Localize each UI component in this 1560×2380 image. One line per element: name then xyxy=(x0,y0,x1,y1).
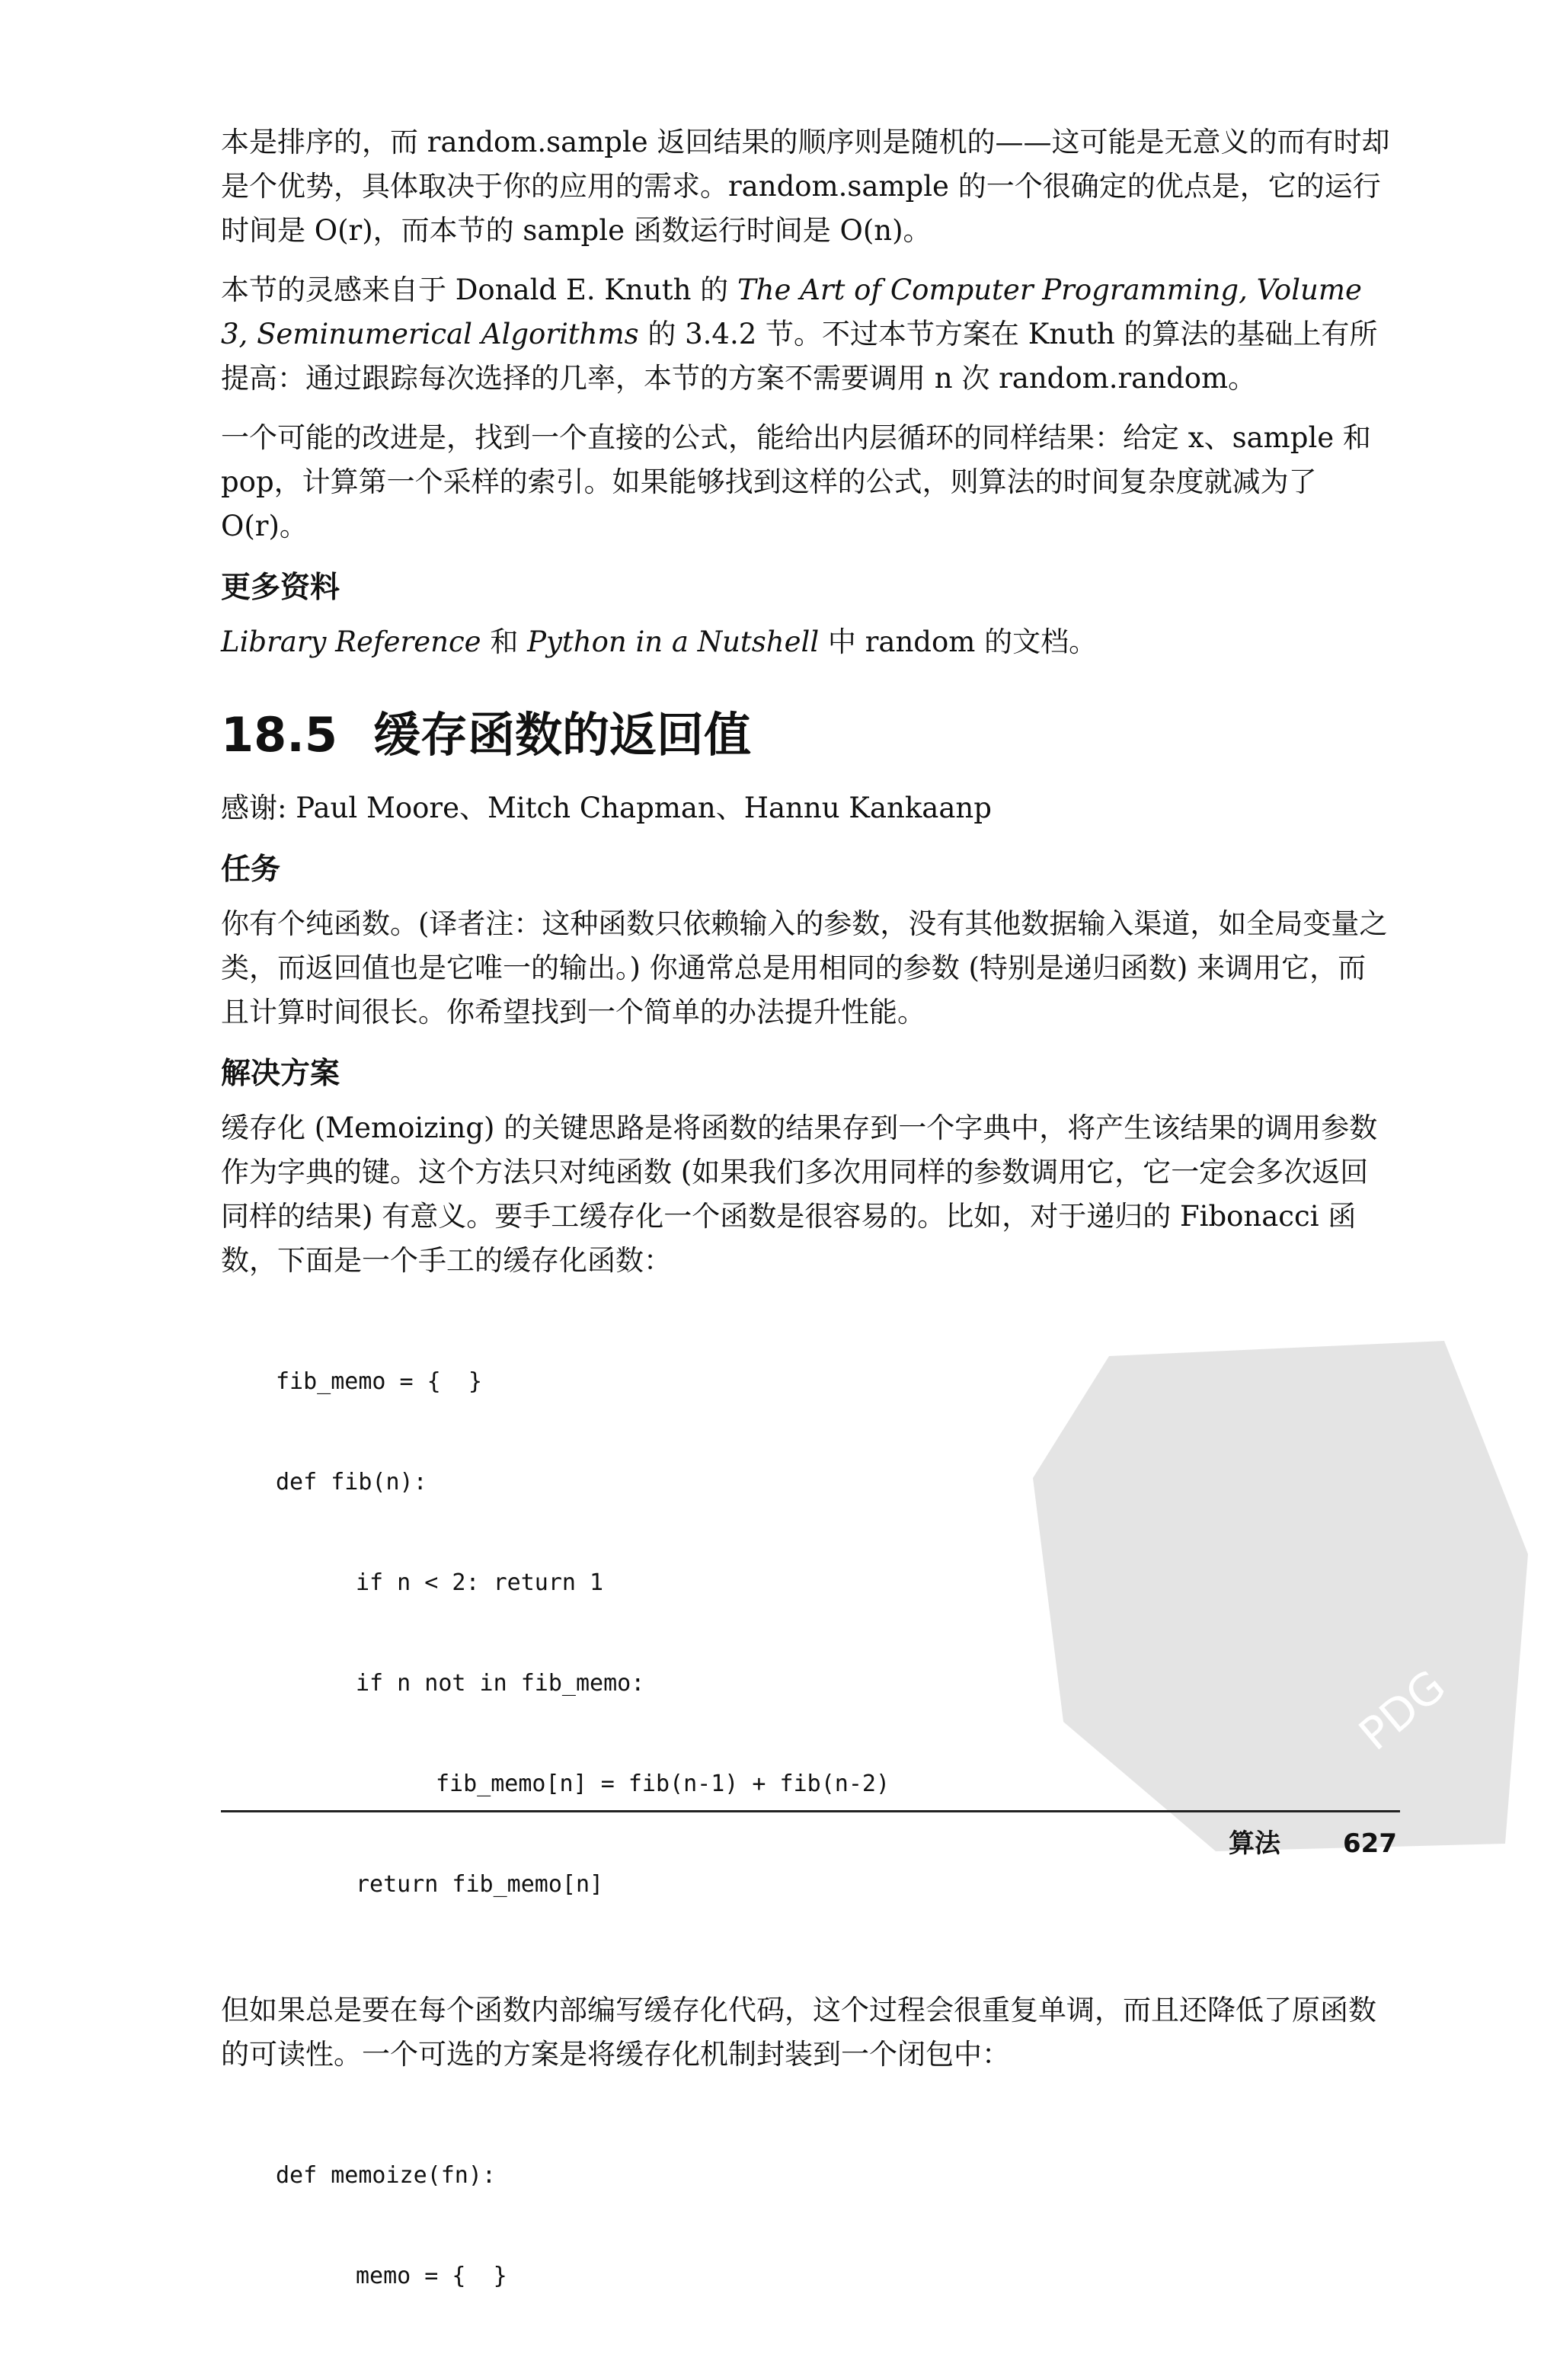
section-heading xyxy=(221,701,1394,769)
ref-library-reference: Library Reference xyxy=(221,625,481,658)
footer-section: 算法 xyxy=(1229,1828,1281,1859)
seal-stamp-icon xyxy=(1018,1326,1543,1851)
paragraph-task: 你有个纯函数。(译者注：这种函数只依赖输入的参数，没有其他数据输入渠道，如全局变量之类，而返回值也是它唯一的输出。) 你通常总是用相同的参数 (特别是递归函数) 来调用它，而且计算时间很长。你希望找到一个简单的办法提升性能。 xyxy=(221,907,1388,1028)
code-line: if n not in fib_memo: xyxy=(356,1670,645,1697)
paragraph-solution: 缓存化 (Memoizing) 的关键思路是将函数的结果存到一个字典中，将产生该结果的调用参数作为字典的键。这个方法只对纯函数 (如果我们多次用同样的参数调用它，它一定会多次返回同样的结果) 有意义。要手工缓存化一个函数是很容易的。比如，对于递归的 Fibonacci 函数，下面是一个手工的缓存化函数： xyxy=(221,1112,1378,1277)
ref-tail: 中 random 的文档。 xyxy=(819,625,1098,658)
paragraph-sample-order: 本是排序的，而 random.sample 返回结果的顺序则是随机的——这可能是无意义的而有时却是个优势，具体取决于你的应用的需求。random.sample 的一个很确定的优点是，它的运行时间是 O(r)，而本节的 sample 函数运行时间是 O(n)。 xyxy=(221,126,1390,247)
code-line: memo = { } xyxy=(356,2263,507,2289)
credits-label: 感谢: xyxy=(221,792,287,824)
page-footer xyxy=(1229,1822,1397,1860)
section-number: 18.5 xyxy=(221,707,337,763)
code-line: def fib(n): xyxy=(276,1469,427,1495)
book-title: The Art of Computer Programming, Volume 3, Seminumerical Algorithms xyxy=(221,274,1362,350)
inspiration-text-2: 的 3.4.2 节。不过本节方案在 Knuth 的算法的基础上有所提高：通过跟踪每次选择的几率，本节的方案不需要调用 n 次 random.random。 xyxy=(221,318,1378,395)
paragraph-more-info xyxy=(221,620,1394,664)
code-line: return fib_memo[n] xyxy=(356,1871,604,1898)
paragraph-closure: 但如果总是要在每个函数内部编写缓存化代码，这个过程会很重复单调，而且还降低了原函数的可读性。一个可选的方案是将缓存化机制封装到一个闭包中： xyxy=(221,1994,1376,2071)
code-line: fib_memo = { } xyxy=(276,1368,482,1395)
page-body xyxy=(221,120,1394,2380)
code-line: fib_memo[n] = fib(n-1) + fib(n-2) xyxy=(436,1771,890,1797)
page-number: 627 xyxy=(1343,1828,1397,1859)
footer-rule xyxy=(221,1810,1400,1812)
paragraph-improvement: 一个可能的改进是，找到一个直接的公式，能给出内层循环的同样结果：给定 x、sample 和 pop，计算第一个采样的索引。如果能够找到这样的公式，则算法的时间复杂度就减为了 O(r)。 xyxy=(221,421,1371,542)
code-block-memoize xyxy=(276,2092,1394,2360)
ref-python-nutshell: Python in a Nutshell xyxy=(527,625,820,658)
code-line: if n < 2: return 1 xyxy=(356,1569,604,1596)
heading-more-info: 更多资料 xyxy=(221,571,340,605)
inspiration-text-1: 本节的灵感来自于 Donald E. Knuth 的 xyxy=(221,274,737,306)
ref-conjunction: 和 xyxy=(481,625,528,658)
credits-line xyxy=(221,786,1394,830)
section-title: 缓存函数的返回值 xyxy=(373,707,752,763)
code-line: def memoize(fn): xyxy=(276,2162,496,2189)
heading-task: 任务 xyxy=(221,853,281,887)
paragraph-inspiration xyxy=(221,268,1394,401)
credits-names: Paul Moore、Mitch Chapman、Hannu Kankaanp xyxy=(296,792,992,824)
watermark-text: PDG xyxy=(1349,1659,1456,1761)
heading-solution: 解决方案 xyxy=(221,1057,340,1091)
